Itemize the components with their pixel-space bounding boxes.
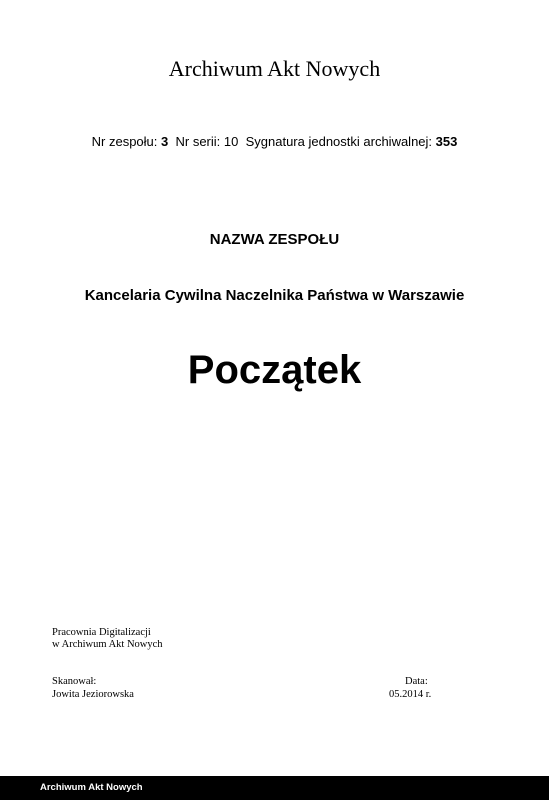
scanned-label: Skanował: bbox=[52, 676, 97, 687]
digitization-line-1: Pracownia Digitalizacji bbox=[52, 627, 151, 638]
footer-bar bbox=[0, 776, 549, 800]
fonds-number-value: 3 bbox=[161, 134, 169, 149]
fonds-heading: NAZWA ZESPOŁU bbox=[209, 231, 340, 248]
fonds-name: Kancelaria Cywilna Naczelnika Państwa w Warszawie bbox=[84, 287, 465, 304]
fonds-number-label: Nr zespołu: bbox=[91, 134, 158, 149]
section-title: Początek bbox=[187, 348, 362, 392]
digitization-line-2: w Archiwum Akt Nowych bbox=[52, 639, 163, 650]
reference-line bbox=[0, 134, 549, 150]
footer-brand: Archiwum Akt Nowych bbox=[40, 782, 143, 793]
series-number-value: 10 bbox=[223, 134, 239, 149]
signature-value: 353 bbox=[435, 134, 458, 149]
series-number-label: Nr serii: bbox=[175, 134, 221, 149]
date-value: 05.2014 r. bbox=[389, 689, 432, 700]
date-label: Data: bbox=[405, 676, 428, 687]
archive-title: Archiwum Akt Nowych bbox=[168, 56, 381, 81]
scanned-by: Jowita Jeziorowska bbox=[52, 689, 134, 700]
signature-label: Sygnatura jednostki archiwalnej: bbox=[245, 134, 433, 149]
